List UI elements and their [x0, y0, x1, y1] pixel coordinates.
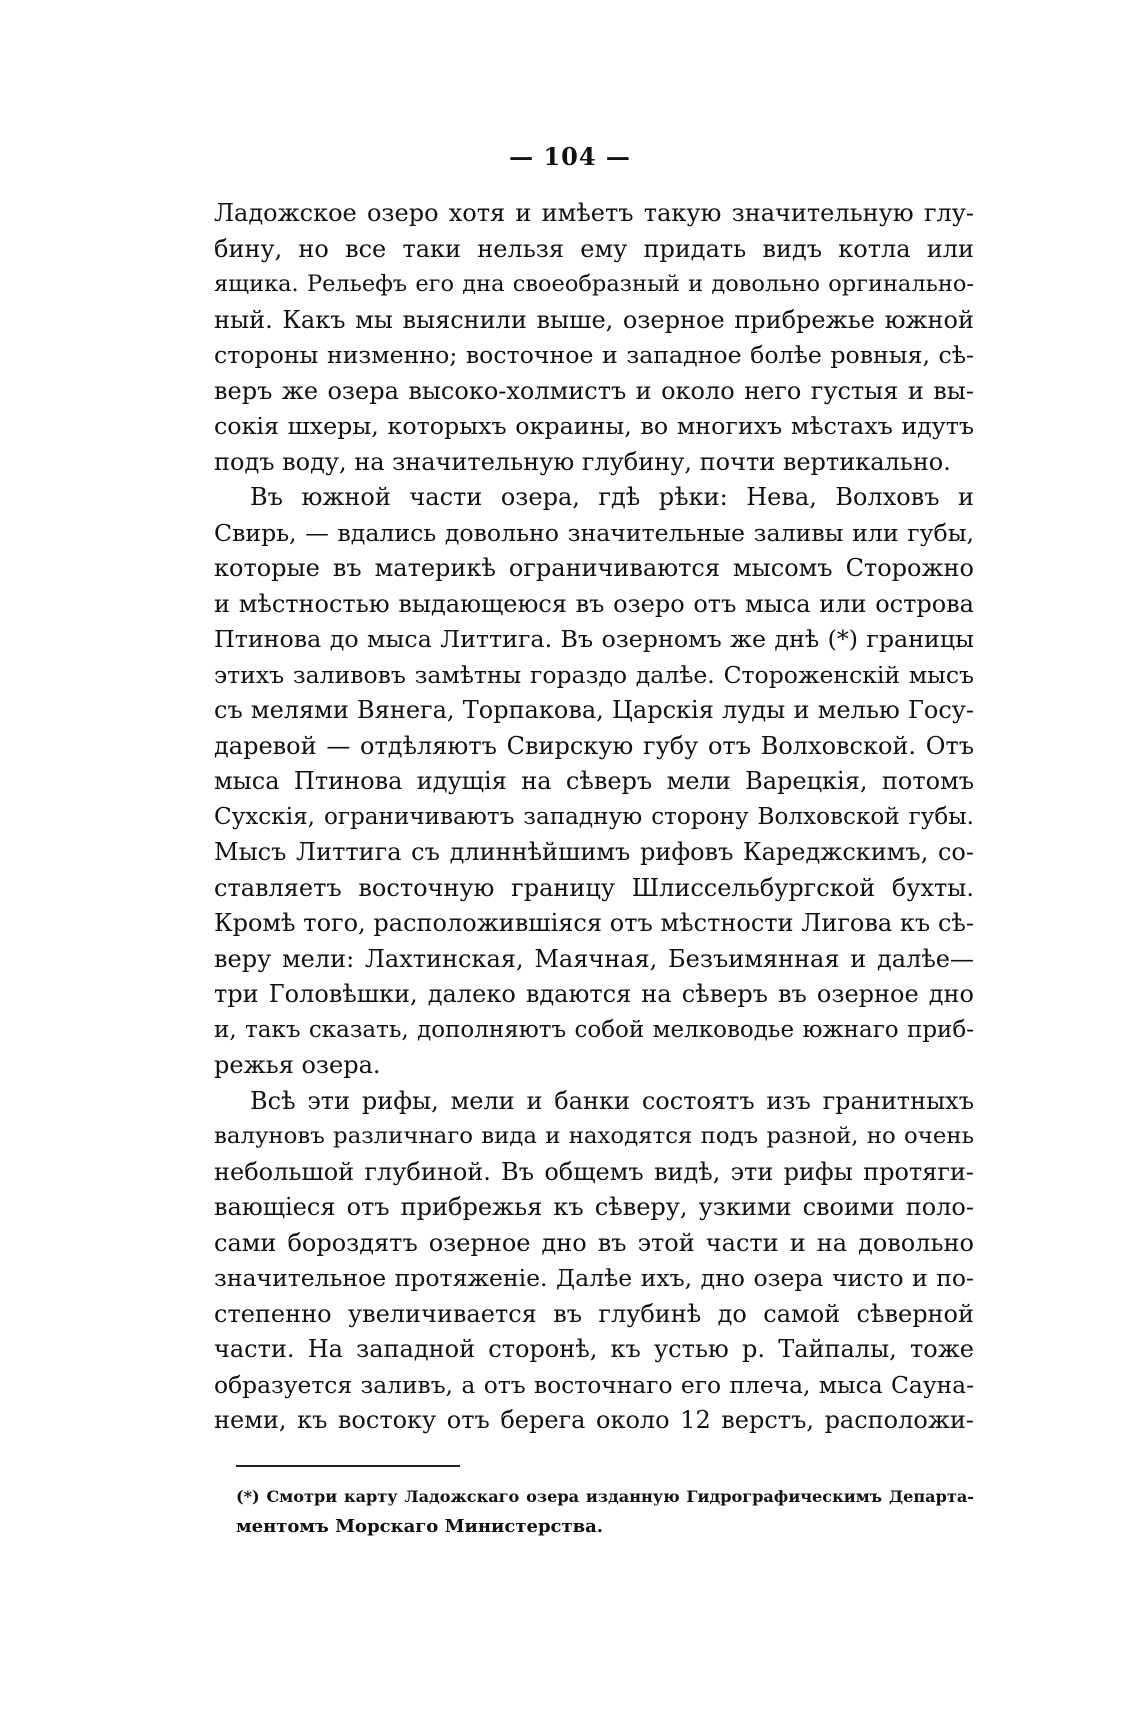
paragraph-2-line-13: Кромѣ того, расположившіяся отъ мѣстности Лигова къ сѣ-	[214, 909, 974, 937]
paragraph-2-line-3: которые въ материкѣ ограничиваются мысомъ Сторожно	[214, 554, 974, 582]
footnote-line-1: (*) Смотри карту Ладожскаго озера изданную Гидрографическимъ Департа-	[236, 1487, 974, 1506]
paragraph-1-line-6: веръ же озера высоко-холмистъ и около него густыя и вы-	[214, 376, 974, 405]
paragraph-2-line-10: Сухскія, ограничиваютъ западную сторону Волховской губы.	[214, 803, 974, 830]
paragraph-2-line-15: три Головѣшки, далеко вдаются на сѣверъ въ озерное дно	[214, 980, 974, 1008]
paragraph-2-line-9: мыса Птинова идущія на сѣверъ мели Варецкія, потомъ	[214, 767, 974, 795]
paragraph-3-line-2: валуновъ различнаго вида и находятся подъ разной, но очень	[214, 1123, 974, 1149]
paragraph-2-line-11: Мысъ Литтига съ длиннѣйшимъ рифовъ Кареджскимъ, со-	[214, 838, 974, 866]
footnote	[236, 1482, 974, 1542]
paragraph-2-line-8: даревой — отдѣляютъ Свирскую губу отъ Волховской. Отъ	[214, 731, 974, 760]
paragraph-2-line-2: Свирь, — вдались довольно значительные заливы или губы,	[214, 518, 974, 547]
paragraph-3-line-10: неми, къ востоку отъ берега около 12 верстъ, расположи-	[214, 1406, 974, 1434]
paragraph-1-line-2: бину, но все таки нельзя ему придать видъ котла или	[214, 234, 974, 263]
body-text	[214, 196, 974, 1439]
paragraph-3-line-6: значительное протяженіе. Далѣе ихъ, дно озера чисто и по-	[214, 1264, 974, 1292]
footnote-divider	[236, 1465, 460, 1467]
paragraph-2-line-7: съ мелями Вянега, Торпакова, Царскія луды и мелью Госу-	[214, 696, 974, 724]
paragraph-2-line-16: и, такъ сказать, дополняютъ собой мелководье южнаго приб-	[214, 1016, 974, 1043]
footnote-line-2: ментомъ Морскаго Министерства.	[236, 1516, 604, 1537]
paragraph-1-line-7: сокія шхеры, которыхъ окраины, во многихъ мѣстахъ идутъ	[214, 412, 974, 440]
paragraph-2-line-1: Въ южной части озера, гдѣ рѣки: Нева, Волховъ и	[250, 483, 974, 511]
paragraph-3-line-3: небольшой глубиной. Въ общемъ видѣ, эти рифы протяги-	[214, 1157, 974, 1186]
paragraph-2-line-14: веру мели: Лахтинская, Маячная, Безъимянная и далѣе—	[214, 944, 974, 973]
paragraph-3-line-5: сами бороздятъ озерное дно въ этой части и на довольно	[214, 1228, 974, 1257]
paragraph-3-line-1: Всѣ эти рифы, мели и банки состоятъ изъ гранитныхъ	[250, 1086, 974, 1115]
paragraph-3-line-7: степенно увеличивается въ глубинѣ до самой сѣверной	[214, 1299, 974, 1328]
paragraph-1-line-5: стороны низменно; восточное и западное болѣе ровныя, сѣ-	[214, 341, 974, 369]
paragraph-2-line-17: режья озера.	[214, 1051, 381, 1079]
paragraph-3-line-8: части. На западной сторонѣ, къ устью р. Тайпалы, тоже	[214, 1335, 974, 1363]
paragraph-2-line-4: и мѣстностью выдающеюся въ озеро отъ мыса или острова	[214, 589, 974, 618]
paragraph-2-line-6: этихъ заливовъ замѣтны гораздо далѣе. Стороженскій мысъ	[214, 660, 974, 689]
paragraph-3-line-9: образуется заливъ, а отъ восточнаго его плеча, мыса Сауна-	[214, 1370, 974, 1399]
paragraph-3-line-4: вающіеся отъ прибрежья къ сѣверу, узкими своими поло-	[214, 1193, 974, 1221]
paragraph-1-line-3: ящика. Рельефъ его дна своеобразный и довольно оргинально-	[214, 271, 974, 297]
paragraph-1-line-4: ный. Какъ мы выяснили выше, озерное прибрежье южной	[214, 305, 974, 334]
paragraph-2-line-12: ставляетъ восточную границу Шлиссельбургской бухты.	[214, 873, 974, 902]
paragraph-1-line-8: подъ воду, на значительную глубину, почти вертикально.	[214, 447, 951, 476]
paragraph-1-line-1: Ладожское озеро хотя и имѣетъ такую значительную глу-	[214, 199, 974, 227]
paragraph-2-line-5: Птинова до мыса Литтига. Въ озерномъ же днѣ (*) границы	[214, 625, 974, 653]
page-number: — 104 —	[509, 142, 631, 171]
